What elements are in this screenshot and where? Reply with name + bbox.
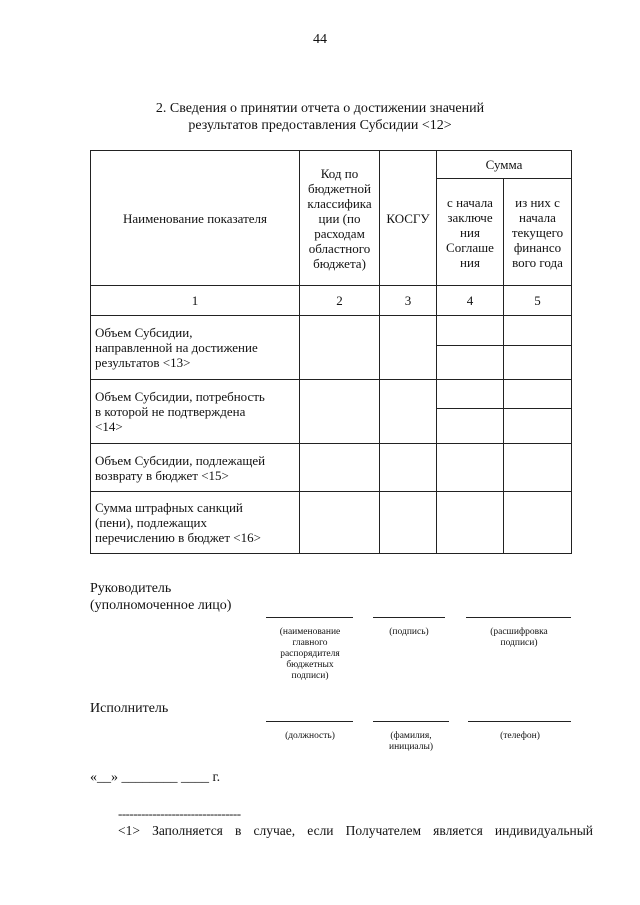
executor-phone-caption: (телефон) [500,731,540,741]
cell-current-year[interactable] [504,346,572,380]
caption-line: бюджетных [286,660,334,670]
header-sum: Сумма [437,151,572,179]
row-label-line: Объем Субсидии, подлежащей [95,452,266,468]
column-number: 5 [504,286,572,316]
caption-line: (фамилия, [390,731,432,741]
cell-kosgu[interactable] [380,492,437,554]
header-current-year-line: вого года [512,254,563,270]
row-label-line: в которой не подтверждена [95,404,246,419]
header-current-year-line: финансо [513,239,562,255]
row-label-line: (пени), подлежащих [95,515,207,530]
footnote-separator: -------------------------------- [118,806,241,821]
row-label-line: возврату в бюджет <15> [95,467,229,483]
cell-since-agreement[interactable] [437,444,504,492]
executor-position-line[interactable] [266,721,353,722]
cell-current-year[interactable] [504,380,572,409]
column-number: 1 [91,286,300,316]
caption-line: (наименование [279,627,341,637]
cell-budget-code[interactable] [300,380,380,444]
header-since-agreement [437,179,504,286]
row-label-line: направленной на достижение [95,340,258,355]
footnote-text: <1> Заполняется в случае, если Получателем является индивидуальный [118,823,593,838]
section-title-line-2: результатов предоставления Субсидии <12> [188,118,452,133]
executor-phone-line[interactable] [468,721,571,722]
header-since-agreement-line: ния [460,254,480,270]
head-label-line: (уполномоченное лицо) [90,598,232,613]
column-number: 3 [380,286,437,316]
cell-since-agreement[interactable] [437,346,504,380]
caption-line: подписи) [291,671,329,681]
row-label-line: Объем Субсидии, потребность [95,389,265,404]
header-current-year [504,179,572,286]
date-line[interactable]: «__» ________ ____ г. [90,770,221,785]
cell-current-year[interactable] [504,409,572,444]
caption-line: распорядителя [280,649,340,659]
header-budget-code-line: расходам [314,225,365,241]
cell-since-agreement[interactable] [437,409,504,444]
header-indicator-name: Наименование показателя [91,151,300,286]
cell-current-year[interactable] [504,316,572,346]
cell-since-agreement[interactable] [437,492,504,554]
column-number: 4 [437,286,504,316]
header-current-year-line: начала [519,209,556,225]
caption-line: главного [292,638,328,648]
cell-budget-code[interactable] [300,444,380,492]
cell-kosgu[interactable] [380,380,437,444]
header-budget-code [300,151,380,286]
row-subsidy-return-label [91,444,300,492]
column-number: 2 [300,286,380,316]
caption-line: (расшифровка [490,627,548,637]
head-signature-caption: (подпись) [389,627,429,637]
head-signature-line[interactable] [373,617,445,618]
caption-line: подписи) [500,638,538,648]
report-table [90,150,572,554]
header-since-agreement-line: Соглаше [446,239,494,255]
head-decoding-line[interactable] [466,617,571,618]
header-budget-code-line: ции (по [318,210,361,226]
executor-name-line[interactable] [373,721,449,722]
row-label-line: <14> [95,419,123,434]
head-label [90,580,231,614]
header-budget-code-line: бюджета) [313,255,366,271]
executor-name-caption [372,731,450,753]
header-since-agreement-line: ния [460,224,480,240]
head-position-line[interactable] [266,617,353,618]
row-label-line: Объем Субсидии, [95,325,193,340]
caption-line: инициалы) [388,742,433,752]
cell-budget-code[interactable] [300,492,380,554]
header-budget-code-line: классифика [307,195,372,211]
cell-budget-code[interactable] [300,316,380,380]
header-budget-code-line: областного [308,240,371,256]
row-label-line: перечислению в бюджет <16> [95,530,261,545]
header-since-agreement-line: с начала [447,194,493,210]
head-position-caption [256,627,364,682]
head-decoding-caption [466,627,572,649]
executor-position-caption: (должность) [285,731,335,741]
header-since-agreement-line: заключе [447,209,493,225]
header-current-year-line: текущего [511,224,564,240]
row-label-line: результатов <13> [95,355,191,370]
row-label-line: Сумма штрафных санкций [95,500,243,515]
cell-current-year[interactable] [504,492,572,554]
header-current-year-line: из них с [515,194,560,210]
section-title-line-1: 2. Сведения о принятии отчета о достижении значений [155,101,485,116]
section-title [100,100,540,134]
page-number: 44 [313,32,327,47]
cell-kosgu[interactable] [380,444,437,492]
cell-since-agreement[interactable] [437,380,504,409]
header-budget-code-line: Код по [320,165,359,181]
head-label-line: Руководитель [90,581,172,596]
row-subsidy-directed-label [91,316,300,380]
cell-current-year[interactable] [504,444,572,492]
header-budget-code-line: бюджетной [308,180,371,196]
row-penalties-label [91,492,300,554]
row-subsidy-unconfirmed-label [91,380,300,444]
header-kosgu: КОСГУ [380,151,437,286]
cell-kosgu[interactable] [380,316,437,380]
executor-label: Исполнитель [90,701,169,716]
cell-since-agreement[interactable] [437,316,504,346]
